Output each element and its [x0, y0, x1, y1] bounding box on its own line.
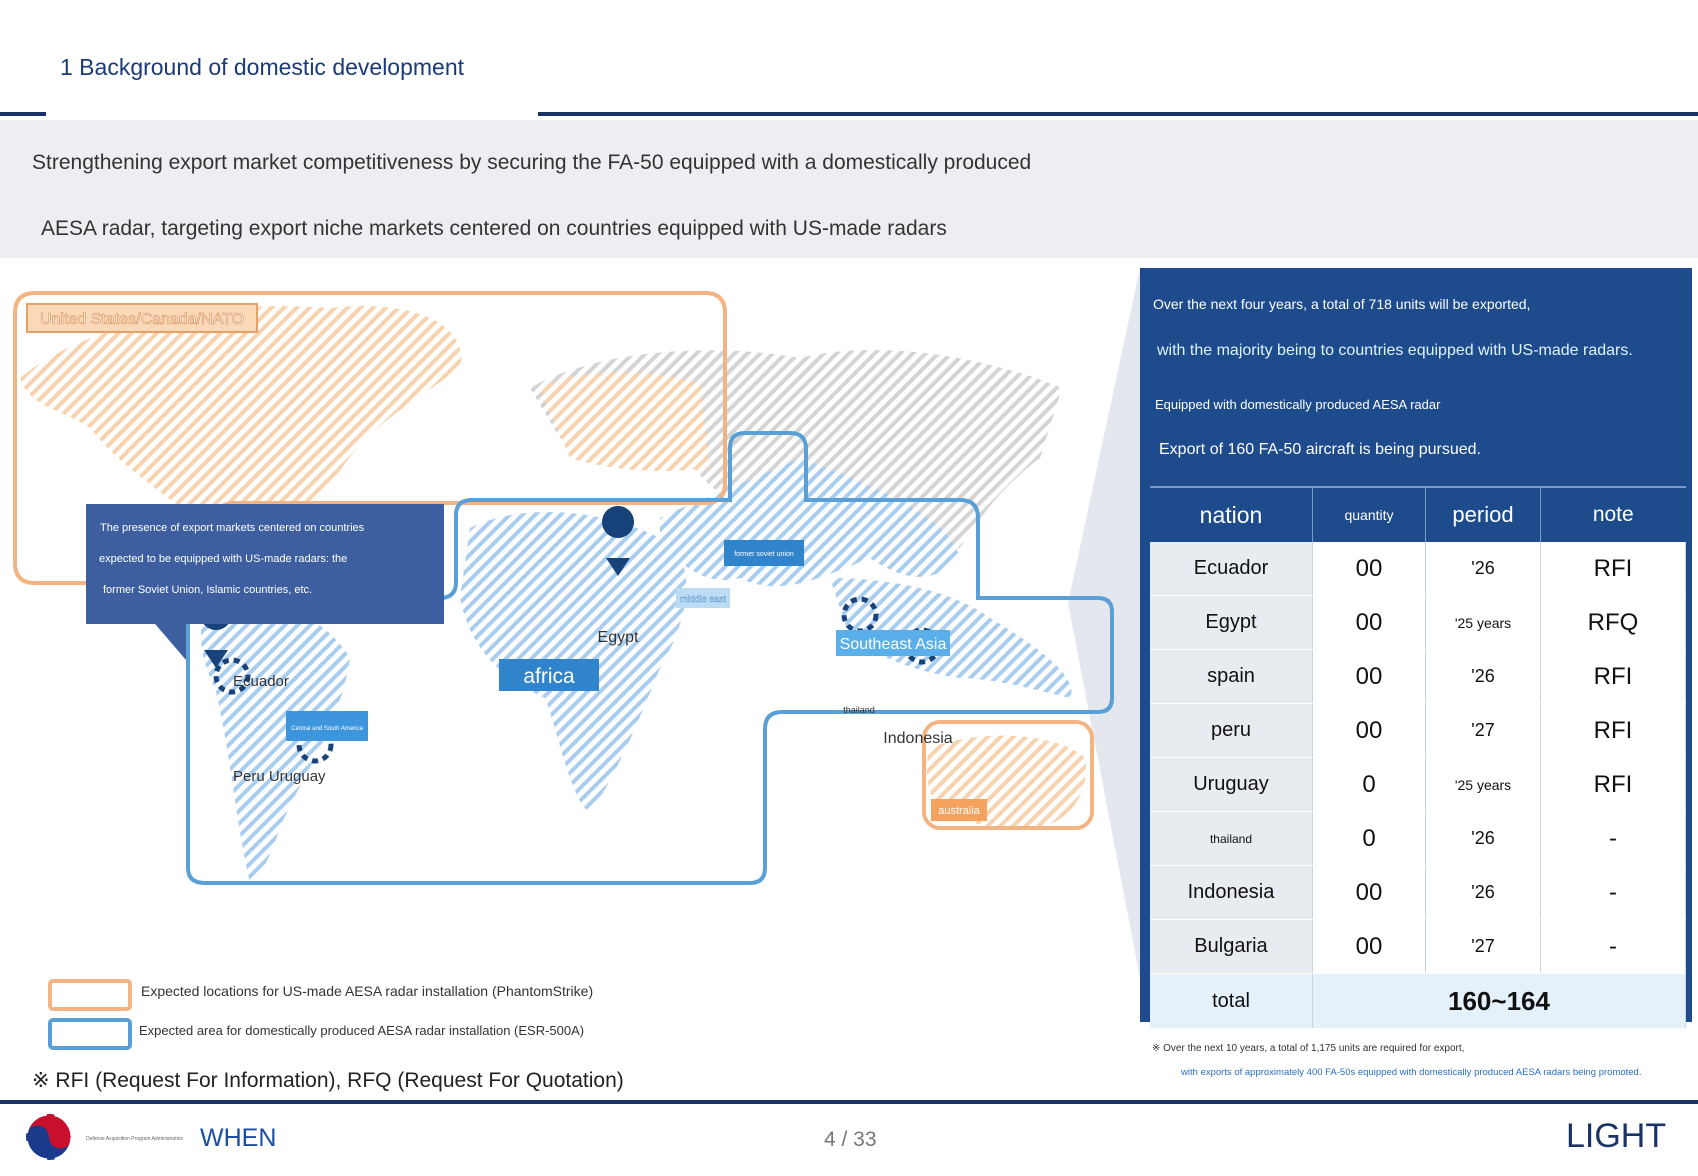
nation-cell: spain	[1150, 650, 1313, 704]
org-text: Defense Acquisition Program Administration	[86, 1136, 184, 1142]
note-cell: RFI	[1541, 758, 1686, 812]
total-label: total	[1150, 974, 1313, 1029]
callout-text: expected to be equipped with US-made radars: the	[99, 553, 348, 565]
quantity-cell: 00	[1313, 650, 1426, 704]
legend-swatch-us	[48, 979, 132, 1011]
quantity-cell: 00	[1313, 920, 1426, 974]
nation-cell: Indonesia	[1150, 866, 1313, 920]
table-row	[1150, 650, 1686, 704]
period-cell: '26	[1426, 650, 1541, 704]
quantity-cell: 0	[1313, 758, 1426, 812]
southeast-asia-label: Southeast Asia	[839, 636, 947, 653]
nation-cell: Uruguay	[1150, 758, 1313, 812]
info-text: Equipped with domestically produced AESA radar	[1155, 397, 1441, 412]
period-cell: '27	[1426, 704, 1541, 758]
thailand-label: thailand	[843, 705, 875, 715]
period-cell: '27	[1426, 920, 1541, 974]
panel-perspective	[1068, 268, 1140, 978]
quantity-cell: 00	[1313, 866, 1426, 920]
table-row	[1150, 542, 1686, 596]
info-text: Over the next four years, a total of 718 units will be exported,	[1153, 296, 1531, 312]
legend-label-domestic: Expected area for domestically produced AESA radar installation (ESR-500A)	[139, 1023, 585, 1038]
nation-cell: Bulgaria	[1150, 920, 1313, 974]
table-row	[1150, 812, 1686, 866]
central-south-america-label: Central and South America	[291, 726, 363, 732]
note-cell: RFI	[1541, 650, 1686, 704]
nation-cell: Egypt	[1150, 596, 1313, 650]
us-region-label: United States/Canada/NATO	[40, 311, 244, 328]
legend-swatch-domestic	[48, 1018, 132, 1050]
title-rule	[538, 112, 1698, 116]
egypt-label: Egypt	[597, 629, 639, 646]
quantity-cell: 00	[1313, 542, 1426, 596]
export-table	[1150, 488, 1686, 1029]
table-header-row	[1150, 488, 1686, 542]
middle-east-label: middle east	[679, 594, 727, 604]
period-cell: '26	[1426, 866, 1541, 920]
footnote: ※ Over the next 10 years, a total of 1,175 units are required for export,	[1152, 1043, 1465, 1054]
table-row	[1150, 704, 1686, 758]
callout-pointer	[150, 618, 186, 660]
page-number: 4 / 33	[824, 1128, 877, 1151]
footnote: with exports of approximately 400 FA-50s equipped with domestically produced AESA radars being promoted.	[1181, 1067, 1642, 1078]
note-cell: -	[1541, 866, 1686, 920]
quantity-cell: 0	[1313, 812, 1426, 866]
period-cell: '26	[1426, 812, 1541, 866]
taegeuk-logo-icon	[24, 1112, 74, 1167]
australia-label: australia	[938, 805, 980, 817]
section-title: 1 Background of domestic development	[60, 54, 465, 80]
nation-cell: Ecuador	[1150, 542, 1313, 596]
info-text: with the majority being to countries equipped with US-made radars.	[1157, 342, 1633, 359]
rfi-rfq-note: ※ RFI (Request For Information), RFQ (Request For Quotation)	[32, 1069, 624, 1092]
table-row	[1150, 596, 1686, 650]
table-row	[1150, 866, 1686, 920]
ecuador-label: Ecuador	[233, 673, 289, 690]
callout-text: The presence of export markets centered on countries	[100, 522, 365, 534]
period-cell: '25 years	[1426, 596, 1541, 650]
note-cell: -	[1541, 920, 1686, 974]
nation-cell: peru	[1150, 704, 1313, 758]
footer-label: WHEN	[200, 1124, 277, 1152]
indonesia-label: Indonesia	[883, 730, 953, 747]
info-text: Export of 160 FA-50 aircraft is being pursued.	[1159, 441, 1481, 458]
intro-text: Strengthening export market competitiveness by securing the FA-50 equipped with a domestically produced	[32, 151, 1032, 174]
note-cell: RFI	[1541, 704, 1686, 758]
nation-cell: thailand	[1150, 812, 1313, 866]
table-row	[1150, 920, 1686, 974]
header-quantity: quantity	[1313, 488, 1426, 542]
note-cell: RFQ	[1541, 596, 1686, 650]
total-value: 160~164	[1313, 974, 1686, 1029]
legend-label-us: Expected locations for US-made AESA radar installation (PhantomStrike)	[141, 983, 594, 999]
africa-label: africa	[523, 665, 575, 688]
quantity-cell: 00	[1313, 596, 1426, 650]
period-cell: '25 years	[1426, 758, 1541, 812]
brand-wordmark: LIGHT	[1566, 1117, 1667, 1155]
header-nation: nation	[1150, 488, 1313, 542]
peru-uruguay-label: Peru Uruguay	[233, 768, 326, 785]
quantity-cell: 00	[1313, 704, 1426, 758]
note-cell: RFI	[1541, 542, 1686, 596]
footer-rule	[0, 1100, 1698, 1104]
callout-text: former Soviet Union, Islamic countries, etc.	[103, 584, 313, 596]
period-cell: '26	[1426, 542, 1541, 596]
intro-text: AESA radar, targeting export niche markets centered on countries equipped with US-made radars	[41, 217, 947, 240]
former-soviet-label: former soviet union	[734, 551, 794, 558]
title-rule	[0, 112, 46, 116]
table-row	[1150, 758, 1686, 812]
header-note: note	[1541, 488, 1686, 542]
total-row	[1150, 974, 1686, 1029]
header-period: period	[1426, 488, 1541, 542]
europe-landmass	[540, 372, 710, 471]
market-callout	[86, 504, 444, 624]
note-cell: -	[1541, 812, 1686, 866]
